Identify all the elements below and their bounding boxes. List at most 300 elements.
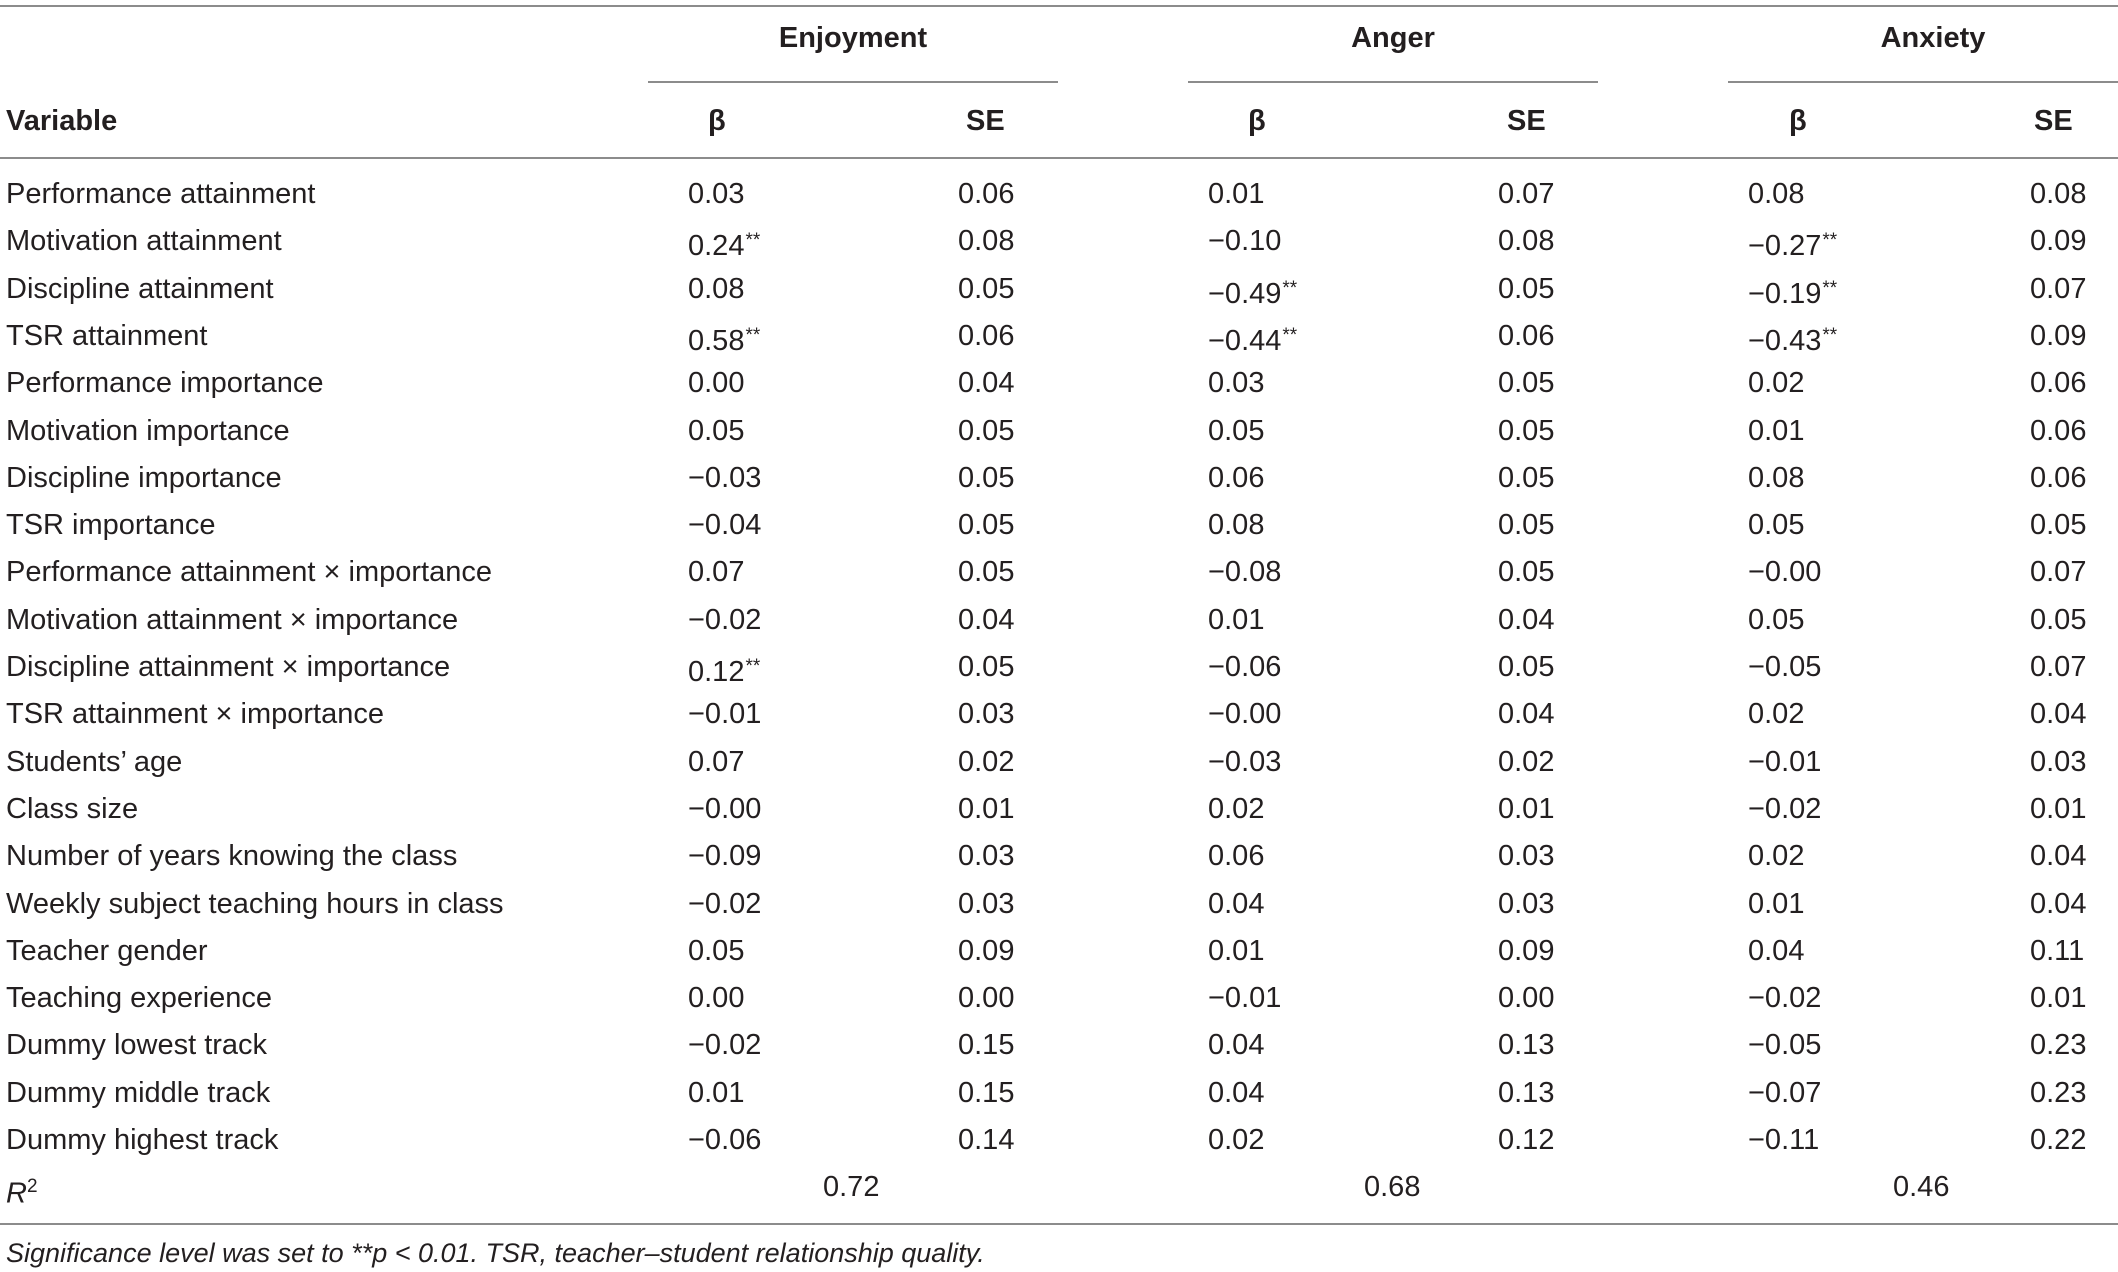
cell-value: 0.05 xyxy=(1498,415,1555,447)
cell-se-anxiety xyxy=(2030,1075,2086,1111)
cell-beta-anxiety xyxy=(1748,318,1837,359)
cell-se-anger xyxy=(1498,838,1554,874)
cell-value: 0.12 xyxy=(688,656,745,688)
cell-value: 0.05 xyxy=(1498,509,1555,541)
cell-se-anxiety xyxy=(2030,1122,2086,1158)
table-bottom-rule xyxy=(0,1223,2118,1225)
cell-value: 0.06 xyxy=(2030,462,2087,494)
cell-value: 0.04 xyxy=(958,367,1015,399)
cell-value: 0.09 xyxy=(1498,935,1555,967)
cell-beta-anxiety xyxy=(1748,838,1804,874)
cell-value: 0.02 xyxy=(1498,746,1555,778)
cell-se-anxiety xyxy=(2030,460,2086,496)
cell-value: 0.06 xyxy=(1208,840,1265,872)
cell-value: −0.08 xyxy=(1208,556,1282,588)
cell-se-enjoyment xyxy=(958,1075,1014,1111)
cell-beta-enjoyment xyxy=(688,507,761,543)
cell-beta-anger xyxy=(1208,602,1264,638)
row-label: Teacher gender xyxy=(6,935,208,967)
cell-se-enjoyment xyxy=(958,602,1014,638)
cell-se-anger xyxy=(1498,223,1554,259)
cell-beta-anger xyxy=(1208,507,1264,543)
cell-value: 0.08 xyxy=(1748,462,1805,494)
row-label: Weekly subject teaching hours in class xyxy=(6,888,504,920)
cell-se-enjoyment xyxy=(958,176,1014,212)
cell-beta-anger xyxy=(1208,554,1281,590)
group-underline-enjoyment xyxy=(648,81,1058,83)
cell-beta-enjoyment xyxy=(688,271,744,307)
cell-se-anxiety xyxy=(2030,507,2086,543)
row-label: TSR attainment × importance xyxy=(6,698,384,730)
cell-value: 0.09 xyxy=(2030,320,2087,352)
cell-value: 0.01 xyxy=(1208,178,1265,210)
cell-se-anger xyxy=(1498,413,1554,449)
cell-beta-enjoyment xyxy=(688,696,761,732)
cell-value: 0.01 xyxy=(2030,982,2087,1014)
cell-beta-anger xyxy=(1208,980,1281,1016)
cell-value: −0.01 xyxy=(688,698,762,730)
cell-value: −0.02 xyxy=(688,604,762,636)
cell-se-enjoyment xyxy=(958,744,1014,780)
cell-value: 0.04 xyxy=(958,604,1015,636)
cell-se-enjoyment xyxy=(958,933,1014,969)
cell-se-enjoyment xyxy=(958,696,1014,732)
cell-value: 0.13 xyxy=(1498,1077,1555,1109)
cell-se-anger xyxy=(1498,507,1554,543)
cell-beta-anxiety xyxy=(1748,271,1837,312)
cell-se-anxiety xyxy=(2030,933,2084,969)
cell-value: 0.06 xyxy=(1208,462,1265,494)
cell-beta-anger xyxy=(1208,271,1297,312)
row-label: TSR attainment xyxy=(6,320,208,352)
cell-value: 0.00 xyxy=(1498,982,1555,1014)
cell-value: −0.07 xyxy=(1748,1077,1822,1109)
cell-value: −0.01 xyxy=(1748,746,1822,778)
row-label: Class size xyxy=(6,793,139,825)
cell-se-enjoyment xyxy=(958,413,1014,449)
cell-value: 0.03 xyxy=(2030,746,2087,778)
cell-se-anger xyxy=(1498,886,1554,922)
row-label: Performance attainment xyxy=(6,178,316,210)
row-label: TSR importance xyxy=(6,509,216,541)
cell-beta-enjoyment xyxy=(688,1075,744,1111)
cell-beta-enjoyment xyxy=(688,980,744,1016)
cell-value: 0.08 xyxy=(688,273,745,305)
cell-beta-enjoyment xyxy=(688,460,761,496)
cell-value: 0.07 xyxy=(2030,651,2087,683)
cell-beta-anxiety xyxy=(1748,413,1804,449)
cell-beta-enjoyment xyxy=(688,1122,761,1158)
cell-value: 0.08 xyxy=(1748,178,1805,210)
cell-value: −0.43 xyxy=(1748,325,1822,357)
row-label: Discipline importance xyxy=(6,462,282,494)
cell-se-anxiety xyxy=(2030,791,2086,827)
cell-value: 0.08 xyxy=(1208,509,1265,541)
cell-se-anxiety xyxy=(2030,223,2086,259)
row-label-r-squared xyxy=(6,1169,38,1212)
row-label: Discipline attainment × importance xyxy=(6,651,451,683)
cell-se-anger xyxy=(1498,602,1554,638)
cell-se-anger xyxy=(1498,1027,1554,1063)
significance-marker: ** xyxy=(745,325,761,346)
cell-beta-anxiety xyxy=(1748,696,1804,732)
cell-beta-anger xyxy=(1208,318,1297,359)
cell-beta-anxiety xyxy=(1748,886,1804,922)
cell-value: 0.08 xyxy=(958,225,1015,257)
cell-value: 0.13 xyxy=(1498,1029,1555,1061)
cell-beta-anger xyxy=(1208,176,1264,212)
cell-value: 0.03 xyxy=(958,840,1015,872)
cell-beta-anxiety xyxy=(1748,933,1804,969)
significance-marker: ** xyxy=(745,230,761,251)
cell-beta-enjoyment xyxy=(688,554,744,590)
cell-beta-enjoyment xyxy=(688,602,761,638)
group-header-anger: Anger xyxy=(1351,22,1435,54)
cell-se-anger xyxy=(1498,318,1554,354)
cell-beta-anger xyxy=(1208,649,1281,685)
cell-se-enjoyment xyxy=(958,554,1014,590)
cell-value: 0.02 xyxy=(1208,793,1265,825)
cell-beta-anxiety xyxy=(1748,744,1821,780)
cell-se-anxiety xyxy=(2030,318,2086,354)
cell-value: 0.01 xyxy=(958,793,1015,825)
cell-value: 0.00 xyxy=(958,982,1015,1014)
r-squared-anger: 0.68 xyxy=(1364,1171,1421,1203)
cell-value: 0.05 xyxy=(1498,462,1555,494)
cell-value: 0.06 xyxy=(2030,415,2087,447)
cell-value: 0.14 xyxy=(958,1124,1015,1156)
cell-value: −0.00 xyxy=(1748,556,1822,588)
cell-beta-anger xyxy=(1208,413,1264,449)
cell-value: 0.01 xyxy=(1498,793,1555,825)
cell-value: 0.24 xyxy=(688,230,745,262)
cell-se-enjoyment xyxy=(958,318,1014,354)
cell-beta-anxiety xyxy=(1748,1075,1821,1111)
cell-value: 0.22 xyxy=(2030,1124,2087,1156)
cell-se-anger xyxy=(1498,1122,1554,1158)
cell-value: 0.11 xyxy=(2030,935,2085,967)
cell-beta-anxiety xyxy=(1748,507,1804,543)
cell-se-enjoyment xyxy=(958,365,1014,401)
cell-value: 0.05 xyxy=(1498,651,1555,683)
cell-beta-enjoyment xyxy=(688,176,744,212)
cell-se-anger xyxy=(1498,365,1554,401)
cell-value: 0.05 xyxy=(2030,509,2087,541)
cell-value: −0.19 xyxy=(1748,278,1822,310)
cell-value: 0.00 xyxy=(688,367,745,399)
cell-se-anxiety xyxy=(2030,271,2086,307)
cell-beta-anger xyxy=(1208,365,1264,401)
cell-value: −0.03 xyxy=(688,462,762,494)
cell-value: 0.01 xyxy=(688,1077,745,1109)
cell-beta-enjoyment xyxy=(688,744,744,780)
cell-value: 0.05 xyxy=(1498,556,1555,588)
cell-beta-anxiety xyxy=(1748,365,1804,401)
cell-beta-enjoyment xyxy=(688,223,760,264)
cell-value: 0.03 xyxy=(688,178,745,210)
cell-beta-anger xyxy=(1208,744,1281,780)
cell-value: 0.08 xyxy=(2030,178,2087,210)
cell-value: 0.05 xyxy=(1498,367,1555,399)
column-header-beta-anger: β xyxy=(1248,105,1266,137)
r-squared-anxiety: 0.46 xyxy=(1893,1171,1950,1203)
r-squared-superscript: 2 xyxy=(26,1176,38,1197)
cell-value: 0.09 xyxy=(2030,225,2087,257)
cell-value: 0.12 xyxy=(1498,1124,1555,1156)
cell-value: 0.05 xyxy=(958,509,1015,541)
cell-value: 0.02 xyxy=(1748,698,1805,730)
cell-value: 0.07 xyxy=(688,556,745,588)
cell-value: −0.10 xyxy=(1208,225,1282,257)
cell-beta-enjoyment xyxy=(688,933,744,969)
cell-value: 0.15 xyxy=(958,1077,1015,1109)
cell-value: 0.05 xyxy=(1208,415,1265,447)
cell-value: 0.02 xyxy=(958,746,1015,778)
cell-value: 0.05 xyxy=(1748,509,1805,541)
cell-beta-anger xyxy=(1208,933,1264,969)
cell-beta-anger xyxy=(1208,1027,1264,1063)
cell-value: 0.00 xyxy=(688,982,745,1014)
cell-beta-anger xyxy=(1208,1075,1264,1111)
cell-value: 0.01 xyxy=(1208,935,1265,967)
row-label: Motivation attainment × importance xyxy=(6,604,459,636)
cell-value: 0.07 xyxy=(1498,178,1555,210)
cell-value: 0.08 xyxy=(1498,225,1555,257)
table-header-rule xyxy=(0,157,2118,159)
cell-se-anxiety xyxy=(2030,602,2086,638)
cell-value: −0.27 xyxy=(1748,230,1822,262)
cell-value: 0.04 xyxy=(2030,698,2087,730)
cell-se-enjoyment xyxy=(958,460,1014,496)
cell-value: 0.02 xyxy=(1748,367,1805,399)
cell-se-anger xyxy=(1498,554,1554,590)
cell-se-enjoyment xyxy=(958,1027,1014,1063)
cell-value: 0.05 xyxy=(688,415,745,447)
significance-marker: ** xyxy=(1822,230,1838,251)
cell-se-enjoyment xyxy=(958,507,1014,543)
cell-value: 0.05 xyxy=(958,462,1015,494)
column-header-variable: Variable xyxy=(6,105,118,137)
cell-beta-enjoyment xyxy=(688,413,744,449)
row-label: Students’ age xyxy=(6,746,183,778)
cell-se-anxiety xyxy=(2030,365,2086,401)
cell-se-anxiety xyxy=(2030,554,2086,590)
row-label: Performance attainment × importance xyxy=(6,556,492,588)
cell-value: 0.04 xyxy=(2030,888,2087,920)
cell-value: 0.05 xyxy=(958,415,1015,447)
cell-value: 0.02 xyxy=(1748,840,1805,872)
cell-value: 0.04 xyxy=(1498,604,1555,636)
cell-value: −0.09 xyxy=(688,840,762,872)
cell-se-enjoyment xyxy=(958,1122,1014,1158)
cell-se-enjoyment xyxy=(958,838,1014,874)
cell-value: 0.07 xyxy=(2030,556,2087,588)
cell-value: 0.07 xyxy=(2030,273,2087,305)
row-label: Motivation importance xyxy=(6,415,290,447)
cell-value: −0.00 xyxy=(688,793,762,825)
row-label: Performance importance xyxy=(6,367,324,399)
cell-beta-anger xyxy=(1208,223,1281,259)
cell-value: −0.06 xyxy=(1208,651,1282,683)
group-header-anxiety: Anxiety xyxy=(1880,22,1986,54)
cell-se-anxiety xyxy=(2030,413,2086,449)
cell-beta-anger xyxy=(1208,838,1264,874)
cell-value: −0.49 xyxy=(1208,278,1282,310)
cell-value: 0.01 xyxy=(2030,793,2087,825)
cell-se-anxiety xyxy=(2030,176,2086,212)
cell-se-anger xyxy=(1498,649,1554,685)
cell-value: 0.01 xyxy=(1208,604,1265,636)
cell-beta-enjoyment xyxy=(688,886,761,922)
cell-value: 0.05 xyxy=(1498,273,1555,305)
significance-marker: ** xyxy=(1282,278,1298,299)
cell-value: 0.05 xyxy=(688,935,745,967)
group-underline-anxiety xyxy=(1728,81,2118,83)
significance-marker: ** xyxy=(745,656,761,677)
significance-marker: ** xyxy=(1822,278,1838,299)
column-header-se-enjoyment: SE xyxy=(966,105,1005,137)
cell-value: 0.58 xyxy=(688,325,745,357)
cell-value: 0.01 xyxy=(1748,415,1805,447)
cell-se-enjoyment xyxy=(958,271,1014,307)
row-label: Motivation attainment xyxy=(6,225,282,257)
row-label: Discipline attainment xyxy=(6,273,274,305)
cell-value: 0.04 xyxy=(1208,1077,1265,1109)
cell-value: 0.03 xyxy=(1498,888,1555,920)
cell-se-anger xyxy=(1498,933,1554,969)
cell-value: 0.05 xyxy=(958,651,1015,683)
cell-beta-anger xyxy=(1208,886,1264,922)
cell-se-anger xyxy=(1498,271,1554,307)
cell-se-enjoyment xyxy=(958,223,1014,259)
cell-value: −0.02 xyxy=(688,1029,762,1061)
cell-value: −0.05 xyxy=(1748,651,1822,683)
cell-se-anger xyxy=(1498,1075,1554,1111)
cell-beta-anxiety xyxy=(1748,791,1821,827)
cell-value: 0.03 xyxy=(958,698,1015,730)
significance-marker: ** xyxy=(1822,325,1838,346)
cell-value: −0.02 xyxy=(1748,793,1822,825)
cell-beta-enjoyment xyxy=(688,649,760,690)
cell-se-anxiety xyxy=(2030,980,2086,1016)
cell-beta-anger xyxy=(1208,460,1264,496)
cell-value: 0.23 xyxy=(2030,1077,2087,1109)
row-label: Dummy highest track xyxy=(6,1124,279,1156)
cell-beta-anxiety xyxy=(1748,176,1804,212)
cell-se-enjoyment xyxy=(958,649,1014,685)
cell-value: −0.02 xyxy=(688,888,762,920)
cell-beta-anxiety xyxy=(1748,223,1837,264)
cell-beta-anger xyxy=(1208,696,1281,732)
cell-se-anxiety xyxy=(2030,649,2086,685)
cell-value: −0.04 xyxy=(688,509,762,541)
cell-se-anxiety xyxy=(2030,696,2086,732)
cell-value: −0.02 xyxy=(1748,982,1822,1014)
row-label: Number of years knowing the class xyxy=(6,840,458,872)
table-top-rule xyxy=(0,5,2118,7)
cell-value: −0.05 xyxy=(1748,1029,1822,1061)
significance-marker: ** xyxy=(1282,325,1298,346)
r-squared-letter: R xyxy=(6,1177,27,1210)
cell-se-anger xyxy=(1498,696,1554,732)
cell-beta-enjoyment xyxy=(688,838,761,874)
column-header-beta-anxiety: β xyxy=(1789,105,1807,137)
cell-beta-anxiety xyxy=(1748,554,1821,590)
cell-se-anxiety xyxy=(2030,1027,2086,1063)
cell-value: 0.23 xyxy=(2030,1029,2087,1061)
cell-value: −0.00 xyxy=(1208,698,1282,730)
cell-beta-anxiety xyxy=(1748,602,1804,638)
row-label: Dummy lowest track xyxy=(6,1029,268,1061)
cell-se-anger xyxy=(1498,460,1554,496)
cell-beta-anger xyxy=(1208,791,1264,827)
cell-beta-anxiety xyxy=(1748,460,1804,496)
row-label: Teaching experience xyxy=(6,982,273,1014)
cell-value: 0.04 xyxy=(2030,840,2087,872)
cell-value: 0.03 xyxy=(1498,840,1555,872)
cell-value: 0.02 xyxy=(1208,1124,1265,1156)
cell-value: 0.09 xyxy=(958,935,1015,967)
cell-value: 0.06 xyxy=(958,178,1015,210)
cell-beta-anger xyxy=(1208,1122,1264,1158)
cell-value: 0.05 xyxy=(2030,604,2087,636)
column-header-se-anger: SE xyxy=(1507,105,1546,137)
cell-beta-enjoyment xyxy=(688,365,744,401)
cell-se-anger xyxy=(1498,176,1554,212)
cell-value: −0.03 xyxy=(1208,746,1282,778)
cell-se-enjoyment xyxy=(958,886,1014,922)
cell-beta-anxiety xyxy=(1748,649,1821,685)
cell-value: −0.06 xyxy=(688,1124,762,1156)
cell-se-enjoyment xyxy=(958,980,1014,1016)
cell-value: 0.01 xyxy=(1748,888,1805,920)
cell-value: 0.04 xyxy=(1208,1029,1265,1061)
cell-value: 0.07 xyxy=(688,746,745,778)
cell-value: 0.05 xyxy=(958,556,1015,588)
cell-beta-anxiety xyxy=(1748,980,1821,1016)
cell-value: 0.04 xyxy=(1748,935,1805,967)
cell-value: 0.04 xyxy=(1208,888,1265,920)
cell-se-anxiety xyxy=(2030,838,2086,874)
cell-value: 0.15 xyxy=(958,1029,1015,1061)
cell-beta-anxiety xyxy=(1748,1122,1819,1158)
cell-value: 0.06 xyxy=(2030,367,2087,399)
group-underline-anger xyxy=(1188,81,1598,83)
cell-value: 0.06 xyxy=(958,320,1015,352)
cell-value: 0.04 xyxy=(1498,698,1555,730)
column-header-beta-enjoyment: β xyxy=(708,105,726,137)
r-squared-enjoyment: 0.72 xyxy=(823,1171,880,1203)
cell-beta-enjoyment xyxy=(688,1027,761,1063)
cell-value: 0.03 xyxy=(958,888,1015,920)
cell-se-anxiety xyxy=(2030,886,2086,922)
group-header-enjoyment: Enjoyment xyxy=(778,22,928,54)
cell-se-enjoyment xyxy=(958,791,1014,827)
cell-beta-enjoyment xyxy=(688,318,760,359)
row-label: Dummy middle track xyxy=(6,1077,271,1109)
cell-value: 0.06 xyxy=(1498,320,1555,352)
cell-beta-enjoyment xyxy=(688,791,761,827)
cell-se-anger xyxy=(1498,744,1554,780)
column-header-se-anxiety: SE xyxy=(2034,105,2073,137)
cell-se-anger xyxy=(1498,791,1554,827)
cell-value: −0.11 xyxy=(1748,1124,1820,1156)
cell-value: 0.03 xyxy=(1208,367,1265,399)
table-footnote: Significance level was set to **p < 0.01. TSR, teacher–student relationship quality. xyxy=(6,1238,985,1268)
cell-value: 0.05 xyxy=(1748,604,1805,636)
cell-se-anxiety xyxy=(2030,744,2086,780)
cell-value: −0.01 xyxy=(1208,982,1282,1014)
